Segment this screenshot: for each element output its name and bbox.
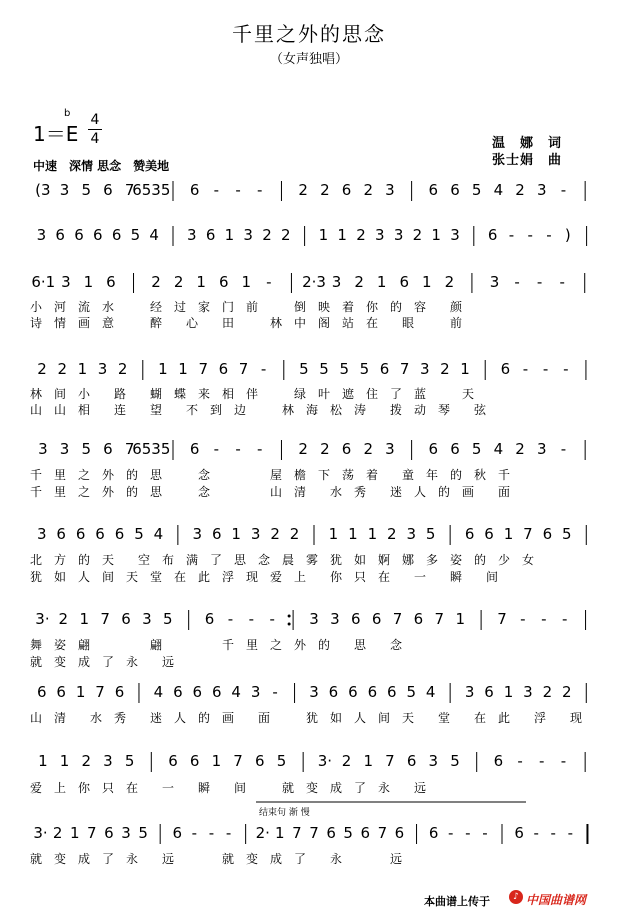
note: 6 (104, 824, 114, 842)
note: 6 (103, 440, 113, 458)
note: 5 (562, 525, 572, 543)
lyric-line: 犹 如 人 间 天 堂 在 此 浮 现 爱 上 你 只 在 一 瞬 间 (30, 570, 499, 584)
note: 1 (431, 226, 441, 244)
song-title: 千里之外的思念 (232, 22, 386, 46)
note: 3 (536, 181, 547, 199)
note: - (248, 610, 255, 628)
note: 6 (121, 610, 131, 628)
note: (3 (35, 181, 51, 199)
note: - (536, 273, 543, 291)
note: - (465, 824, 471, 842)
note: 6 (55, 226, 65, 244)
note: 6 (74, 226, 84, 244)
note: 5 (130, 226, 141, 244)
note: 6 (428, 824, 439, 842)
footer-upload-text: 本曲谱上传于 (424, 895, 490, 908)
note: 2 (363, 181, 374, 199)
note: 1 (196, 273, 206, 291)
note: 6 (484, 525, 494, 543)
lyricist-role: 词 (548, 136, 563, 151)
note: - (272, 683, 278, 701)
note: 1 (318, 226, 329, 244)
note: 2·3 (302, 273, 326, 291)
note: 1 (455, 610, 465, 628)
note: 4 (153, 683, 164, 701)
note: 6 (95, 525, 105, 543)
note: 2 (412, 226, 423, 244)
note: 4 (425, 683, 436, 701)
note: 3 (309, 610, 319, 628)
note: 5 (406, 683, 417, 701)
note: 6 (406, 752, 417, 770)
note: 7 (233, 752, 243, 770)
note: 3· (35, 610, 50, 628)
note: - (225, 824, 232, 842)
note: - (560, 752, 567, 770)
note: 6 (450, 181, 460, 199)
site-logo-icon: ♪ (509, 890, 523, 904)
note: 3 (97, 360, 108, 378)
note: 6 (484, 683, 494, 701)
lyric-line: 千 里 之 外 的 思 念 屋 檐 下 荡 着 童 年 的 秋 千 (30, 468, 511, 482)
note: - (257, 181, 263, 199)
note: 3 (385, 440, 395, 458)
note: - (514, 273, 520, 291)
note: 5 (359, 360, 370, 378)
note: 3 (59, 440, 70, 458)
note: 6 (75, 525, 86, 543)
note: 7 (124, 440, 135, 458)
note: - (257, 440, 263, 458)
note: 6 (189, 181, 200, 199)
note: - (539, 752, 545, 770)
note: 5 (471, 181, 482, 199)
note: 3 (331, 273, 342, 291)
note: 7 (434, 610, 445, 628)
note: 1 (211, 752, 222, 770)
note: 2 (57, 360, 67, 378)
note: 7 (392, 610, 403, 628)
note: 3· (33, 824, 48, 842)
note: 4 (231, 683, 241, 701)
meter-top: 4 (90, 112, 100, 128)
note: 1 (241, 273, 252, 291)
note: 2 (320, 440, 330, 458)
note: - (560, 181, 567, 199)
lyric-line: 林 间 小 路 蝴 蝶 来 相 伴 绿 叶 遮 住 了 蓝 天 (30, 387, 475, 401)
note: 2 (262, 226, 272, 244)
note: 6 (379, 360, 390, 378)
note: 3 (428, 752, 439, 770)
note: 4 (493, 181, 504, 199)
note: 2 (173, 273, 184, 291)
note: 6 (111, 226, 122, 244)
note: 3 (61, 273, 71, 291)
note: 3 (406, 525, 417, 543)
note: 3 (36, 226, 47, 244)
note: 3 (309, 683, 319, 701)
note: 2 (515, 440, 525, 458)
note: 7 (523, 525, 533, 543)
note: 1 (422, 273, 432, 291)
note: 7 (95, 683, 105, 701)
note: 2 (363, 440, 374, 458)
note: 2 (387, 525, 397, 543)
note: 2 (58, 610, 69, 628)
note: 1 (503, 683, 514, 701)
note: 2 (356, 226, 366, 244)
note: 3 (536, 440, 547, 458)
note: 5 (343, 824, 353, 842)
note: 1 (337, 226, 347, 244)
note: 6 (114, 525, 125, 543)
note: - (542, 360, 549, 378)
note: 6 (367, 683, 378, 701)
note: 2 (341, 752, 352, 770)
note: 6 (56, 525, 66, 543)
note: 3 (36, 525, 47, 543)
note: - (563, 360, 569, 378)
note: - (508, 226, 515, 244)
note: 1 (79, 610, 89, 628)
note: 6 (326, 824, 336, 842)
note: - (266, 273, 272, 291)
note: 3 (464, 683, 475, 701)
note: 2 (151, 273, 161, 291)
note: 2 (289, 525, 300, 543)
note: 3 (330, 610, 340, 628)
note: - (235, 181, 241, 199)
note: 6 (387, 683, 397, 701)
note: 6 (254, 752, 265, 770)
lyric-line: 就 变 成 了 永 远 (30, 655, 175, 669)
note: 1 (363, 752, 374, 770)
note: 5 (339, 360, 349, 378)
note: 6 (93, 226, 103, 244)
key-prefix: 1＝ (33, 122, 66, 146)
note: 2 (562, 683, 572, 701)
note: 1 (83, 273, 94, 291)
composer-role: 曲 (548, 153, 563, 168)
note: 7 (399, 360, 410, 378)
note: 5 (450, 752, 460, 770)
note: 6 (413, 610, 424, 628)
note: - (227, 610, 234, 628)
note: 1 (69, 824, 80, 842)
note: 7 (497, 610, 507, 628)
note: - (520, 610, 526, 628)
note: 2 (270, 525, 280, 543)
note: - (213, 440, 220, 458)
note: ) (564, 226, 571, 244)
note: 6 (189, 752, 200, 770)
note: 7 (124, 181, 135, 199)
note: 6 (211, 683, 222, 701)
note: 1 (460, 360, 470, 378)
note: 5 (276, 752, 287, 770)
note: 6 (348, 683, 358, 701)
note: 1 (328, 525, 339, 543)
note: 7 (385, 752, 395, 770)
note: 6 (56, 683, 66, 701)
note: 4 (153, 525, 164, 543)
note: 5 (138, 824, 148, 842)
note: 3 (59, 181, 70, 199)
note: 6 (173, 683, 183, 701)
note: - (560, 440, 567, 458)
note: 6 (106, 273, 116, 291)
note: 2 (37, 360, 47, 378)
note: 6 (371, 610, 382, 628)
lyric-line: 就 变 成 了 永 远 就 变 成 了 永 远 (30, 852, 403, 866)
note: 6 (450, 440, 460, 458)
note: - (448, 824, 454, 842)
note: 1 (231, 525, 241, 543)
key-letter: E (65, 122, 79, 146)
note: 6 (189, 440, 200, 458)
note: - (522, 360, 529, 378)
note: 6 (341, 440, 352, 458)
note: 6535 (132, 440, 171, 458)
note: - (559, 273, 565, 291)
note: 3 (489, 273, 500, 291)
note: 7 (309, 824, 319, 842)
note: 3 (243, 226, 253, 244)
note: 4 (493, 440, 504, 458)
note: 1 (59, 752, 70, 770)
note: 1 (503, 525, 514, 543)
note: - (517, 752, 523, 770)
repeat-dot (288, 623, 291, 626)
note: 6 (500, 360, 511, 378)
note: 6 (464, 525, 475, 543)
note: 2 (444, 273, 455, 291)
note: 5 (81, 440, 92, 458)
note: 7 (377, 824, 388, 842)
note: - (550, 824, 556, 842)
note: 6 (218, 360, 229, 378)
tempo-marking: 中速 深情 思念 赞美地 (33, 159, 170, 173)
note: 7 (238, 360, 249, 378)
note: 1 (348, 525, 358, 543)
note: - (235, 440, 241, 458)
lyricist-name: 温 娜 (492, 136, 535, 151)
note: 3 (250, 683, 261, 701)
note: 3 (393, 226, 404, 244)
note: 7 (292, 824, 302, 842)
repeat-dot (288, 615, 291, 618)
note: 3 (523, 683, 533, 701)
note: 3 (103, 752, 113, 770)
note: 6·1 (31, 273, 56, 291)
note: 5 (134, 525, 144, 543)
note: 6 (428, 440, 439, 458)
note: 2 (440, 360, 450, 378)
lyric-line: 爱 上 你 只 在 一 瞬 间 就 变 成 了 永 远 (30, 781, 427, 795)
note: 7 (100, 610, 110, 628)
note: 5 (319, 360, 329, 378)
note: 6 (204, 610, 215, 628)
note: 6 (493, 752, 504, 770)
note: 2 (320, 181, 330, 199)
note: 2 (298, 181, 308, 199)
meter-bar (88, 129, 102, 130)
note: 6 (211, 525, 222, 543)
note: - (541, 610, 547, 628)
note: 6 (428, 181, 439, 199)
note: 5 (124, 752, 135, 770)
note: 7 (87, 824, 97, 842)
lyric-line: 山 清 水 秀 迷 人 的 画 面 犹 如 人 间 天 堂 在 此 浮 现 (30, 711, 583, 725)
note: 2 (81, 752, 92, 770)
note: 6 (328, 683, 339, 701)
note: - (260, 360, 267, 378)
note: 5 (81, 181, 92, 199)
note: 4 (149, 226, 159, 244)
note: 6 (103, 181, 113, 199)
note: 2· (255, 824, 270, 842)
note: 3 (250, 525, 261, 543)
note: 2 (542, 683, 553, 701)
note: 5 (471, 440, 482, 458)
ending-label: 结束句 渐 慢 (259, 808, 310, 818)
note: 7 (198, 360, 208, 378)
note: - (269, 610, 275, 628)
note: 5 (299, 360, 309, 378)
time-signature (88, 112, 102, 147)
note: 1 (178, 360, 188, 378)
lyric-line: 诗 情 画 意 醉 心 田 林 中 阁 站 在 眼 前 (30, 316, 463, 330)
note: 6 (487, 226, 498, 244)
note: 3· (317, 752, 333, 770)
note: 6 (351, 610, 361, 628)
note: 3 (142, 610, 152, 628)
note: 6535 (132, 181, 171, 199)
note: - (533, 824, 539, 842)
lyric-line: 山 山 相 连 望 不 到 边 林 海 松 涛 拨 动 琴 弦 (30, 403, 487, 417)
note: 2 (515, 181, 525, 199)
note: 5 (163, 610, 173, 628)
note: 6 (360, 824, 371, 842)
meter-bottom: 4 (90, 131, 100, 147)
note: 1 (275, 824, 285, 842)
composer-name: 张士娟 (492, 153, 535, 168)
note: 6 (205, 226, 216, 244)
note: - (208, 824, 215, 842)
note: 1 (376, 273, 387, 291)
note: 3 (121, 824, 131, 842)
note: 1 (158, 360, 168, 378)
note: 3 (187, 226, 197, 244)
lyric-line: 舞 姿 翩 翩 千 里 之 外 的 思 念 (30, 638, 403, 652)
note: 2 (298, 440, 308, 458)
note: 2 (117, 360, 128, 378)
key-flat-sign: b (64, 108, 71, 119)
note: 6 (114, 683, 125, 701)
lyric-line: 千 里 之 外 的 思 念 山 清 水 秀 迷 人 的 画 面 (30, 485, 511, 499)
note: 6 (394, 824, 405, 842)
note: - (567, 824, 574, 842)
note: 1 (75, 683, 86, 701)
note: - (213, 181, 220, 199)
note: 6 (168, 752, 178, 770)
lyric-line: 小 河 流 水 经 过 家 门 前 倒 映 着 你 的 容 颜 (30, 300, 463, 314)
note: 2 (52, 824, 63, 842)
note: - (191, 824, 198, 842)
note: 3 (450, 226, 460, 244)
note: 3 (420, 360, 430, 378)
note: 6 (399, 273, 410, 291)
note: 1 (224, 226, 235, 244)
note: - (561, 610, 568, 628)
note: 2 (354, 273, 364, 291)
lyric-line: 北 方 的 天 空 布 满 了 思 念 晨 雾 犹 如 婀 娜 多 姿 的 少 女 (30, 553, 535, 567)
note: - (482, 824, 488, 842)
note: 3 (375, 226, 385, 244)
note: 6 (172, 824, 183, 842)
note: 6 (542, 525, 553, 543)
note: 2 (281, 226, 291, 244)
note: 6 (36, 683, 47, 701)
composer-credit (492, 149, 562, 168)
note: - (527, 226, 533, 244)
key-signature (33, 118, 78, 147)
note: 6 (192, 683, 203, 701)
note: 3 (192, 525, 203, 543)
note: 3 (38, 440, 48, 458)
note: 1 (367, 525, 378, 543)
note: 6 (514, 824, 524, 842)
note: - (546, 226, 552, 244)
song-subtitle: （女声独唱） (269, 52, 348, 67)
note: 5 (425, 525, 436, 543)
footer-site-name: 中国曲谱网 (526, 893, 587, 907)
note: 6 (341, 181, 352, 199)
note: 1 (77, 360, 88, 378)
note: 6 (218, 273, 229, 291)
note: 3 (385, 181, 395, 199)
note: 1 (38, 752, 48, 770)
